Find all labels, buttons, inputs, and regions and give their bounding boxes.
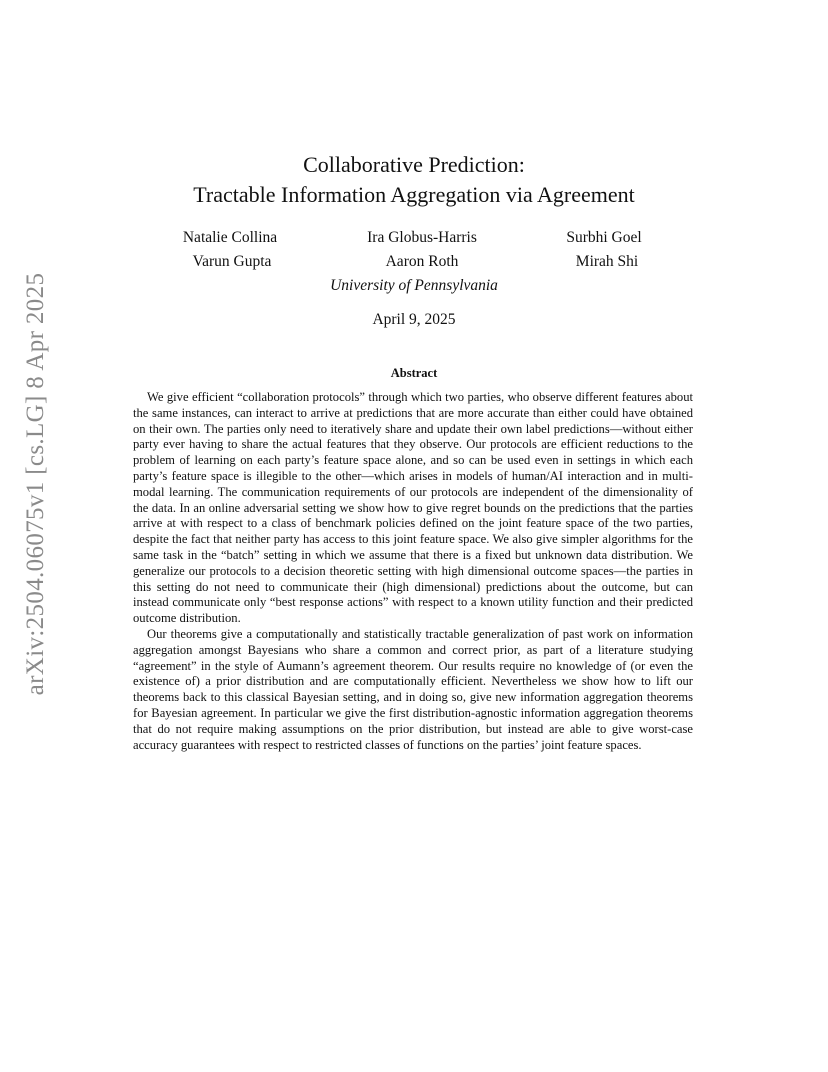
author-name: Varun Gupta (192, 253, 272, 270)
paper-date: April 9, 2025 (372, 311, 456, 328)
abstract-body (133, 390, 693, 753)
title-line-2: Tractable Information Aggregation via Agreement (193, 182, 635, 207)
author-name: Aaron Roth (385, 253, 459, 270)
author-name: Mirah Shi (575, 253, 639, 270)
abstract-paragraph: We give efficient “collaboration protocols” through which two parties, who observe different features about the same instances, can interact to arrive at predictions that are more accurate than either could have obtained on their own. The parties only need to iteratively share and update their own label predictions—without either party ever having to share the actual features that they observe. Our protocols are efficient reductions to the problem of learning on each party’s feature space alone, and so can be used even in settings in which each party’s feature space is illegible to the other—which arises in models of human/AI interaction and in multi-modal learning. The communication requirements of our protocols are independent of the dimensionality of the data. In an online adversarial setting we show how to give regret bounds on the predictions that the parties arrive at with respect to a class of benchmark policies defined on the joint feature space of the two parties, despite the fact that neither party has access to this joint feature space. We also give simpler algorithms for the same task in the “batch” setting in which we assume that there is a fixed but unknown data distribution. We generalize our protocols to a decision theoretic setting with high dimensional outcome spaces—the parties in this setting do not need to communicate their (high dimensional) predictions about the outcome, but can instead communicate only “best response actions” with respect to a known utility function and their predicted outcome distribution. (133, 390, 693, 626)
abstract-paragraph: Our theorems give a computationally and statistically tractable generalization of past work on information aggregation amongst Bayesians who share a common and correct prior, as part of a literature studying “agreement” in the style of Aumann’s agreement theorem. Our results require no knowledge of (or even the existence of) a prior distribution and are computationally efficient. Nevertheless we show how to lift our theorems back to this classical Bayesian setting, and in doing so, give new information aggregation theorems for Bayesian agreement. In particular we give the first distribution-agnostic information aggregation theorems that do not require making assumptions on the prior distribution, but instead are able to give worst-case accuracy guarantees with respect to restricted classes of functions on the parties’ joint feature spaces. (133, 626, 693, 752)
paper-title (0, 150, 828, 210)
author-name: Ira Globus-Harris (367, 229, 477, 246)
arxiv-stamp-text: arXiv:2504.06075v1 [cs.LG] 8 Apr 2025 (22, 272, 49, 696)
author-name: Surbhi Goel (566, 229, 642, 246)
abstract-heading: Abstract (390, 366, 438, 380)
affiliation: University of Pennsylvania (330, 277, 498, 294)
title-line-1: Collaborative Prediction: (303, 152, 525, 177)
author-name: Natalie Collina (182, 229, 278, 246)
